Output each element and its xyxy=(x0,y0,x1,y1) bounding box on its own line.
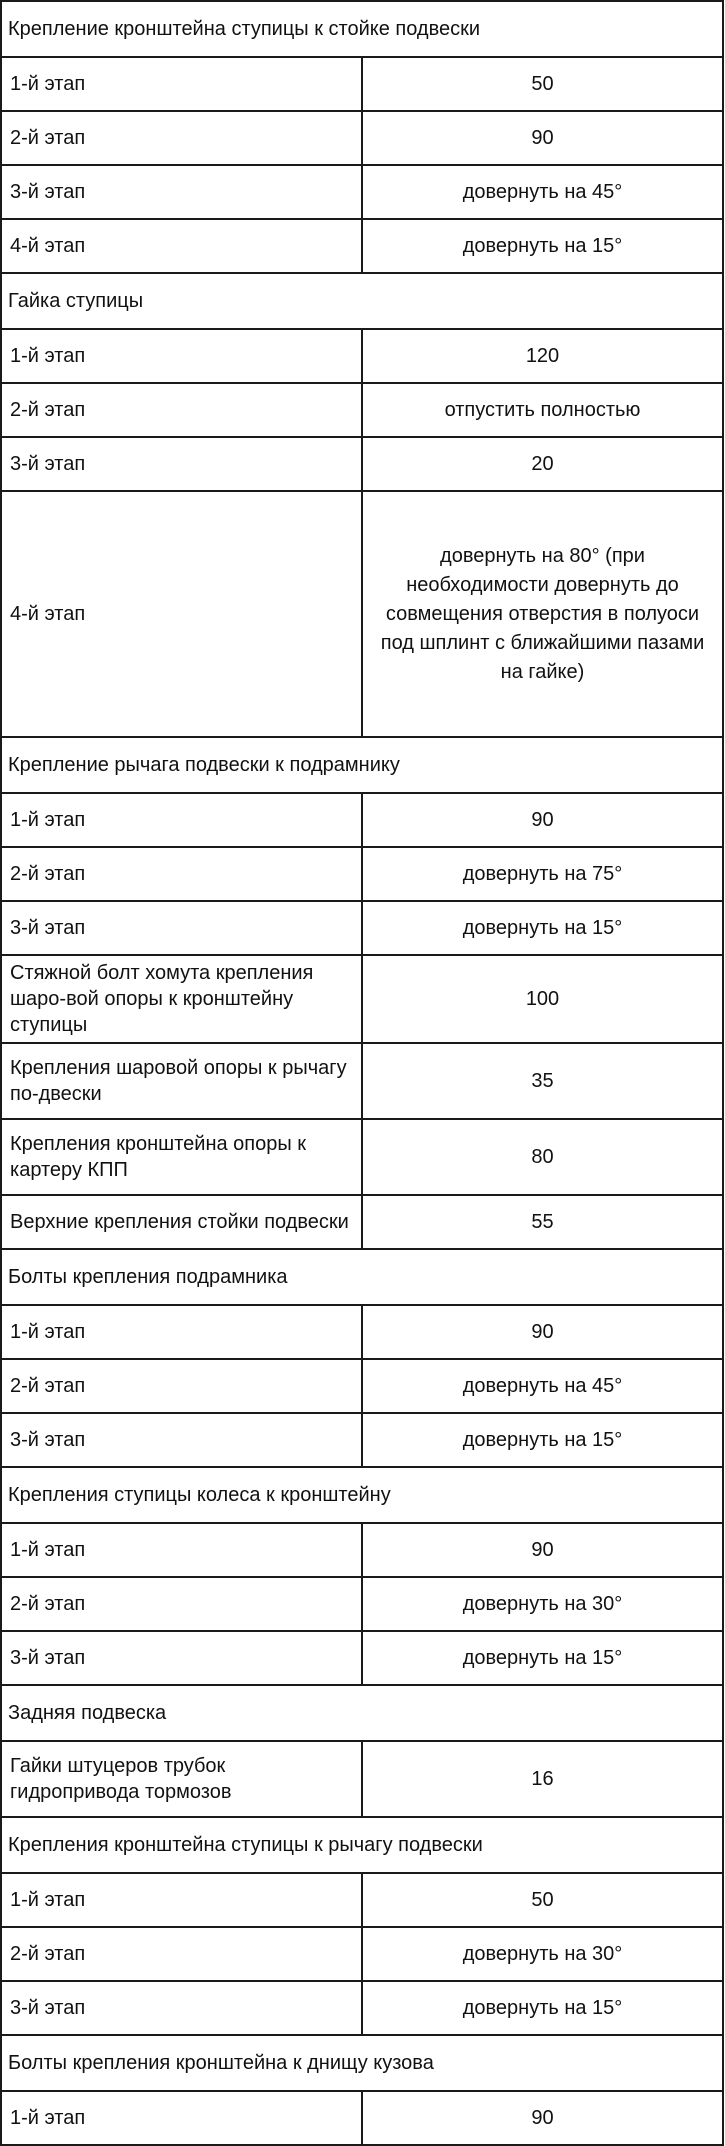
table-body xyxy=(1,1,723,2145)
torque-value: довернуть на 30° xyxy=(362,1577,723,1631)
row-label: 1-й этап xyxy=(1,1523,362,1577)
row-label: 3-й этап xyxy=(1,1631,362,1685)
row-label: Стяжной болт хомута крепления шаро-вой опоры к кронштейну ступицы xyxy=(1,955,362,1043)
table-row xyxy=(1,1305,723,1359)
torque-value: 35 xyxy=(362,1043,723,1119)
row-label: Крепления шаровой опоры к рычагу по-двески xyxy=(1,1043,362,1119)
torque-value: довернуть на 30° xyxy=(362,1927,723,1981)
table-row xyxy=(1,491,723,737)
torque-value: довернуть на 15° xyxy=(362,901,723,955)
torque-value: 50 xyxy=(362,57,723,111)
torque-value: 90 xyxy=(362,1523,723,1577)
section-header-row xyxy=(1,737,723,793)
torque-value: 90 xyxy=(362,111,723,165)
section-title: Задняя подвеска xyxy=(1,1685,723,1741)
torque-value: 80 xyxy=(362,1119,723,1195)
torque-value: отпустить полностью xyxy=(362,383,723,437)
row-label: 2-й этап xyxy=(1,1927,362,1981)
section-header-row xyxy=(1,1467,723,1523)
row-label: 1-й этап xyxy=(1,2091,362,2145)
row-label: 3-й этап xyxy=(1,437,362,491)
table-row xyxy=(1,111,723,165)
table-row xyxy=(1,1523,723,1577)
row-label: Верхние крепления стойки подвески xyxy=(1,1195,362,1249)
section-title: Крепление кронштейна ступицы к стойке подвески xyxy=(1,1,723,57)
table-row xyxy=(1,437,723,491)
table-row xyxy=(1,1119,723,1195)
table-row xyxy=(1,1577,723,1631)
torque-value: довернуть на 15° xyxy=(362,1413,723,1467)
table-row xyxy=(1,955,723,1043)
table-row xyxy=(1,165,723,219)
row-label: 3-й этап xyxy=(1,165,362,219)
table-row xyxy=(1,57,723,111)
section-header-row xyxy=(1,1249,723,1305)
row-label: 3-й этап xyxy=(1,1981,362,2035)
section-header-row xyxy=(1,1,723,57)
table-row xyxy=(1,901,723,955)
torque-value: довернуть на 45° xyxy=(362,165,723,219)
row-label: 1-й этап xyxy=(1,793,362,847)
section-title: Болты крепления кронштейна к днищу кузова xyxy=(1,2035,723,2091)
table-row xyxy=(1,1927,723,1981)
row-label: 2-й этап xyxy=(1,111,362,165)
row-label: 2-й этап xyxy=(1,1359,362,1413)
table-row xyxy=(1,1043,723,1119)
torque-value: 100 xyxy=(362,955,723,1043)
section-title: Крепление рычага подвески к подрамнику xyxy=(1,737,723,793)
torque-value: довернуть на 15° xyxy=(362,1631,723,1685)
row-label: 3-й этап xyxy=(1,1413,362,1467)
torque-value: 90 xyxy=(362,1305,723,1359)
table-row xyxy=(1,329,723,383)
torque-value: 16 xyxy=(362,1741,723,1817)
row-label: 1-й этап xyxy=(1,1305,362,1359)
torque-value: 50 xyxy=(362,1873,723,1927)
table-row xyxy=(1,219,723,273)
table-row xyxy=(1,1413,723,1467)
row-label: 2-й этап xyxy=(1,383,362,437)
table-row xyxy=(1,847,723,901)
table-row xyxy=(1,1741,723,1817)
row-label: 1-й этап xyxy=(1,57,362,111)
table-row xyxy=(1,2091,723,2145)
table-row xyxy=(1,793,723,847)
table-row xyxy=(1,1631,723,1685)
torque-value: 90 xyxy=(362,2091,723,2145)
table-row xyxy=(1,1981,723,2035)
torque-value: 90 xyxy=(362,793,723,847)
torque-value: довернуть на 15° xyxy=(362,219,723,273)
row-label: 4-й этап xyxy=(1,219,362,273)
torque-value: 55 xyxy=(362,1195,723,1249)
torque-value: 120 xyxy=(362,329,723,383)
row-label: 4-й этап xyxy=(1,491,362,737)
section-title: Крепления кронштейна ступицы к рычагу подвески xyxy=(1,1817,723,1873)
section-header-row xyxy=(1,2035,723,2091)
row-label: 3-й этап xyxy=(1,901,362,955)
section-header-row xyxy=(1,273,723,329)
torque-value: довернуть на 15° xyxy=(362,1981,723,2035)
torque-value: 20 xyxy=(362,437,723,491)
section-title: Гайка ступицы xyxy=(1,273,723,329)
table-row xyxy=(1,1359,723,1413)
table-row xyxy=(1,383,723,437)
torque-value: довернуть на 75° xyxy=(362,847,723,901)
section-title: Крепления ступицы колеса к кронштейну xyxy=(1,1467,723,1523)
section-title: Болты крепления подрамника xyxy=(1,1249,723,1305)
table-row xyxy=(1,1195,723,1249)
row-label: 1-й этап xyxy=(1,329,362,383)
table-row xyxy=(1,1873,723,1927)
row-label: Крепления кронштейна опоры к картеру КПП xyxy=(1,1119,362,1195)
torque-value: довернуть на 45° xyxy=(362,1359,723,1413)
row-label: 2-й этап xyxy=(1,847,362,901)
section-header-row xyxy=(1,1685,723,1741)
row-label: Гайки штуцеров трубок гидропривода тормозов xyxy=(1,1741,362,1817)
row-label: 2-й этап xyxy=(1,1577,362,1631)
torque-value: довернуть на 80° (при необходимости довернуть до совмещения отверстия в полуоси под шплинт с ближайшими пазами на гайке) xyxy=(362,491,723,737)
section-header-row xyxy=(1,1817,723,1873)
row-label: 1-й этап xyxy=(1,1873,362,1927)
